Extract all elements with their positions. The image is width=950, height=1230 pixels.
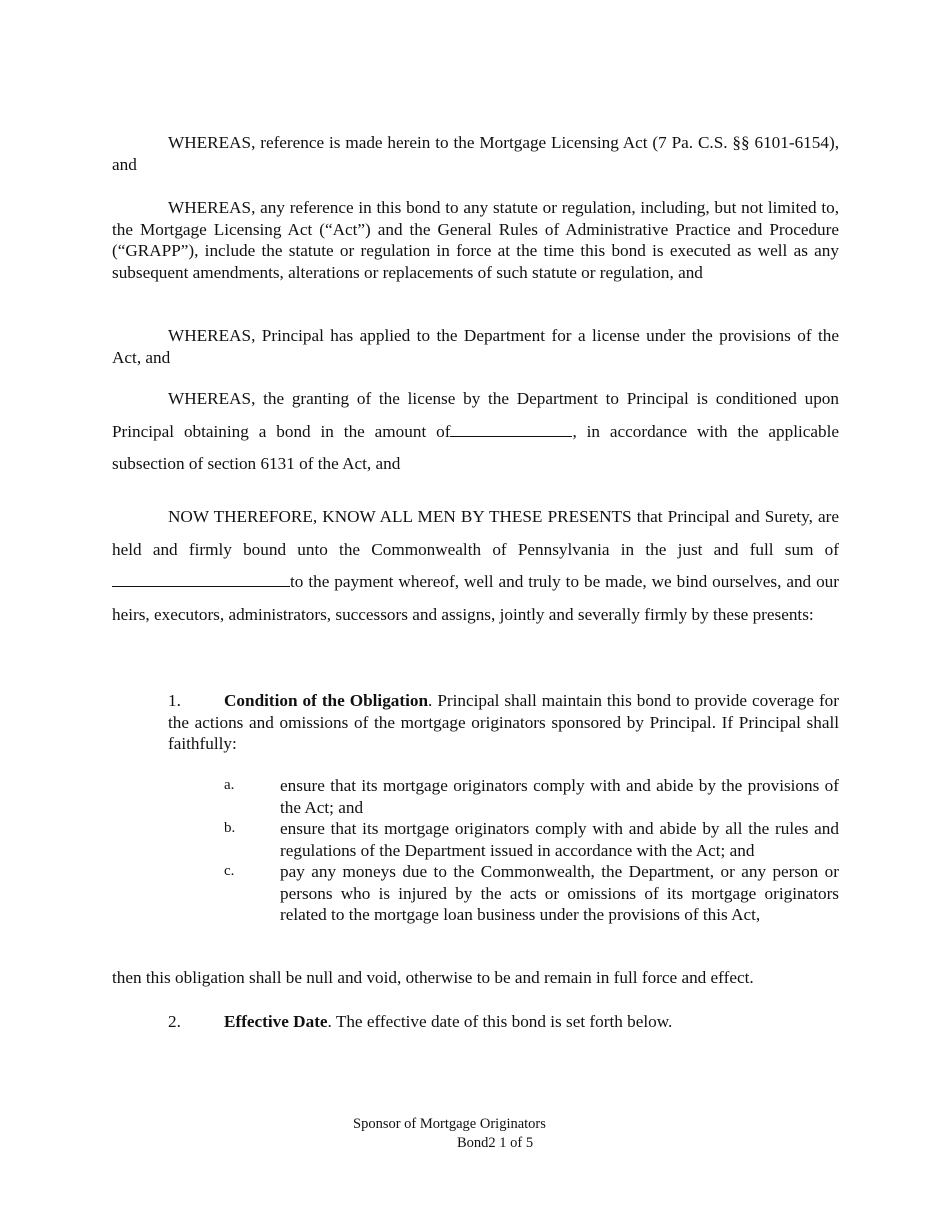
sub-item-b-text: ensure that its mortgage originators comply with and abide by all the rules and regulations of the Department issued in accordance with the Act; and [280, 819, 839, 860]
obligation-null-paragraph: then this obligation shall be null and void, otherwise to be and remain in full force and effect. [112, 968, 754, 987]
whereas-paragraph-1: WHEREAS, reference is made herein to the Mortgage Licensing Act (7 Pa. C.S. §§ 6101-6154), and [112, 133, 839, 174]
whereas-paragraph-4 [112, 383, 839, 481]
section-1-heading: Condition of the Obligation [224, 691, 429, 710]
section-1-number: 1. [168, 691, 181, 710]
now-therefore-paragraph [112, 501, 839, 631]
section-2-heading: Effective Date [224, 1012, 328, 1031]
section-1-text: . Principal shall maintain this bond to provide coverage for the actions and omissions of the mortgage originators sponsored by Principal. If Principal shall faithfully: [168, 691, 839, 753]
section-2-effective-date [168, 1011, 839, 1033]
paragraph-5-text-after: to the payment whereof, well and truly to be made, we bind ourselves, and our heirs, executors, administrators, successors and assigns, jointly and severally firmly by these presents: [112, 572, 839, 624]
sub-item-b-letter: b. [224, 820, 236, 836]
section-2-number: 2. [168, 1012, 181, 1031]
sub-item-a-text: ensure that its mortgage originators comply with and abide by the provisions of the Act; and [280, 776, 839, 817]
footer-title: Sponsor of Mortgage Originators [353, 1116, 546, 1132]
bond-amount-blank[interactable] [450, 420, 572, 437]
paragraph-4-text-after: , in accordance with the applicable subsection of section 6131 of the Act, and [112, 421, 839, 473]
footer-page-number: Bond2 1 of 5 [457, 1135, 534, 1151]
paragraph-5-text-before: NOW THEREFORE, KNOW ALL MEN BY THESE PRESENTS that Principal and Surety, are held and firmly bound unto the Commonwealth of Pennsylvania in the just and full sum of [112, 507, 839, 559]
section-1-condition [168, 690, 839, 755]
whereas-paragraph-2: WHEREAS, any reference in this bond to any statute or regulation, including, but not limited to, the Mortgage Licensing Act (“Act”) and the General Rules of Administrative Practice and Procedure (“GRAPP”), include the statute or regulation in force at the time this bond is executed as well as any subsequent amendments, alterations or replacements of such statute or regulation, and [112, 198, 839, 282]
sub-item-c-text: pay any moneys due to the Commonwealth, the Department, or any person or persons who is injured by the acts or omissions of its mortgage originators related to the mortgage loan business under the provisions of this Act, [280, 862, 839, 924]
whereas-paragraph-3: WHEREAS, Principal has applied to the Department for a license under the provisions of the Act, and [112, 326, 839, 367]
sub-item-a-letter: a. [224, 777, 235, 793]
sub-item-c-letter: c. [224, 863, 235, 879]
paragraph-4-text-before: WHEREAS, the granting of the license by the Department to Principal is conditioned upon Principal obtaining a bond in the amount of [112, 389, 839, 441]
sum-amount-blank[interactable] [112, 570, 290, 587]
section-2-text: . The effective date of this bond is set forth below. [327, 1012, 673, 1031]
